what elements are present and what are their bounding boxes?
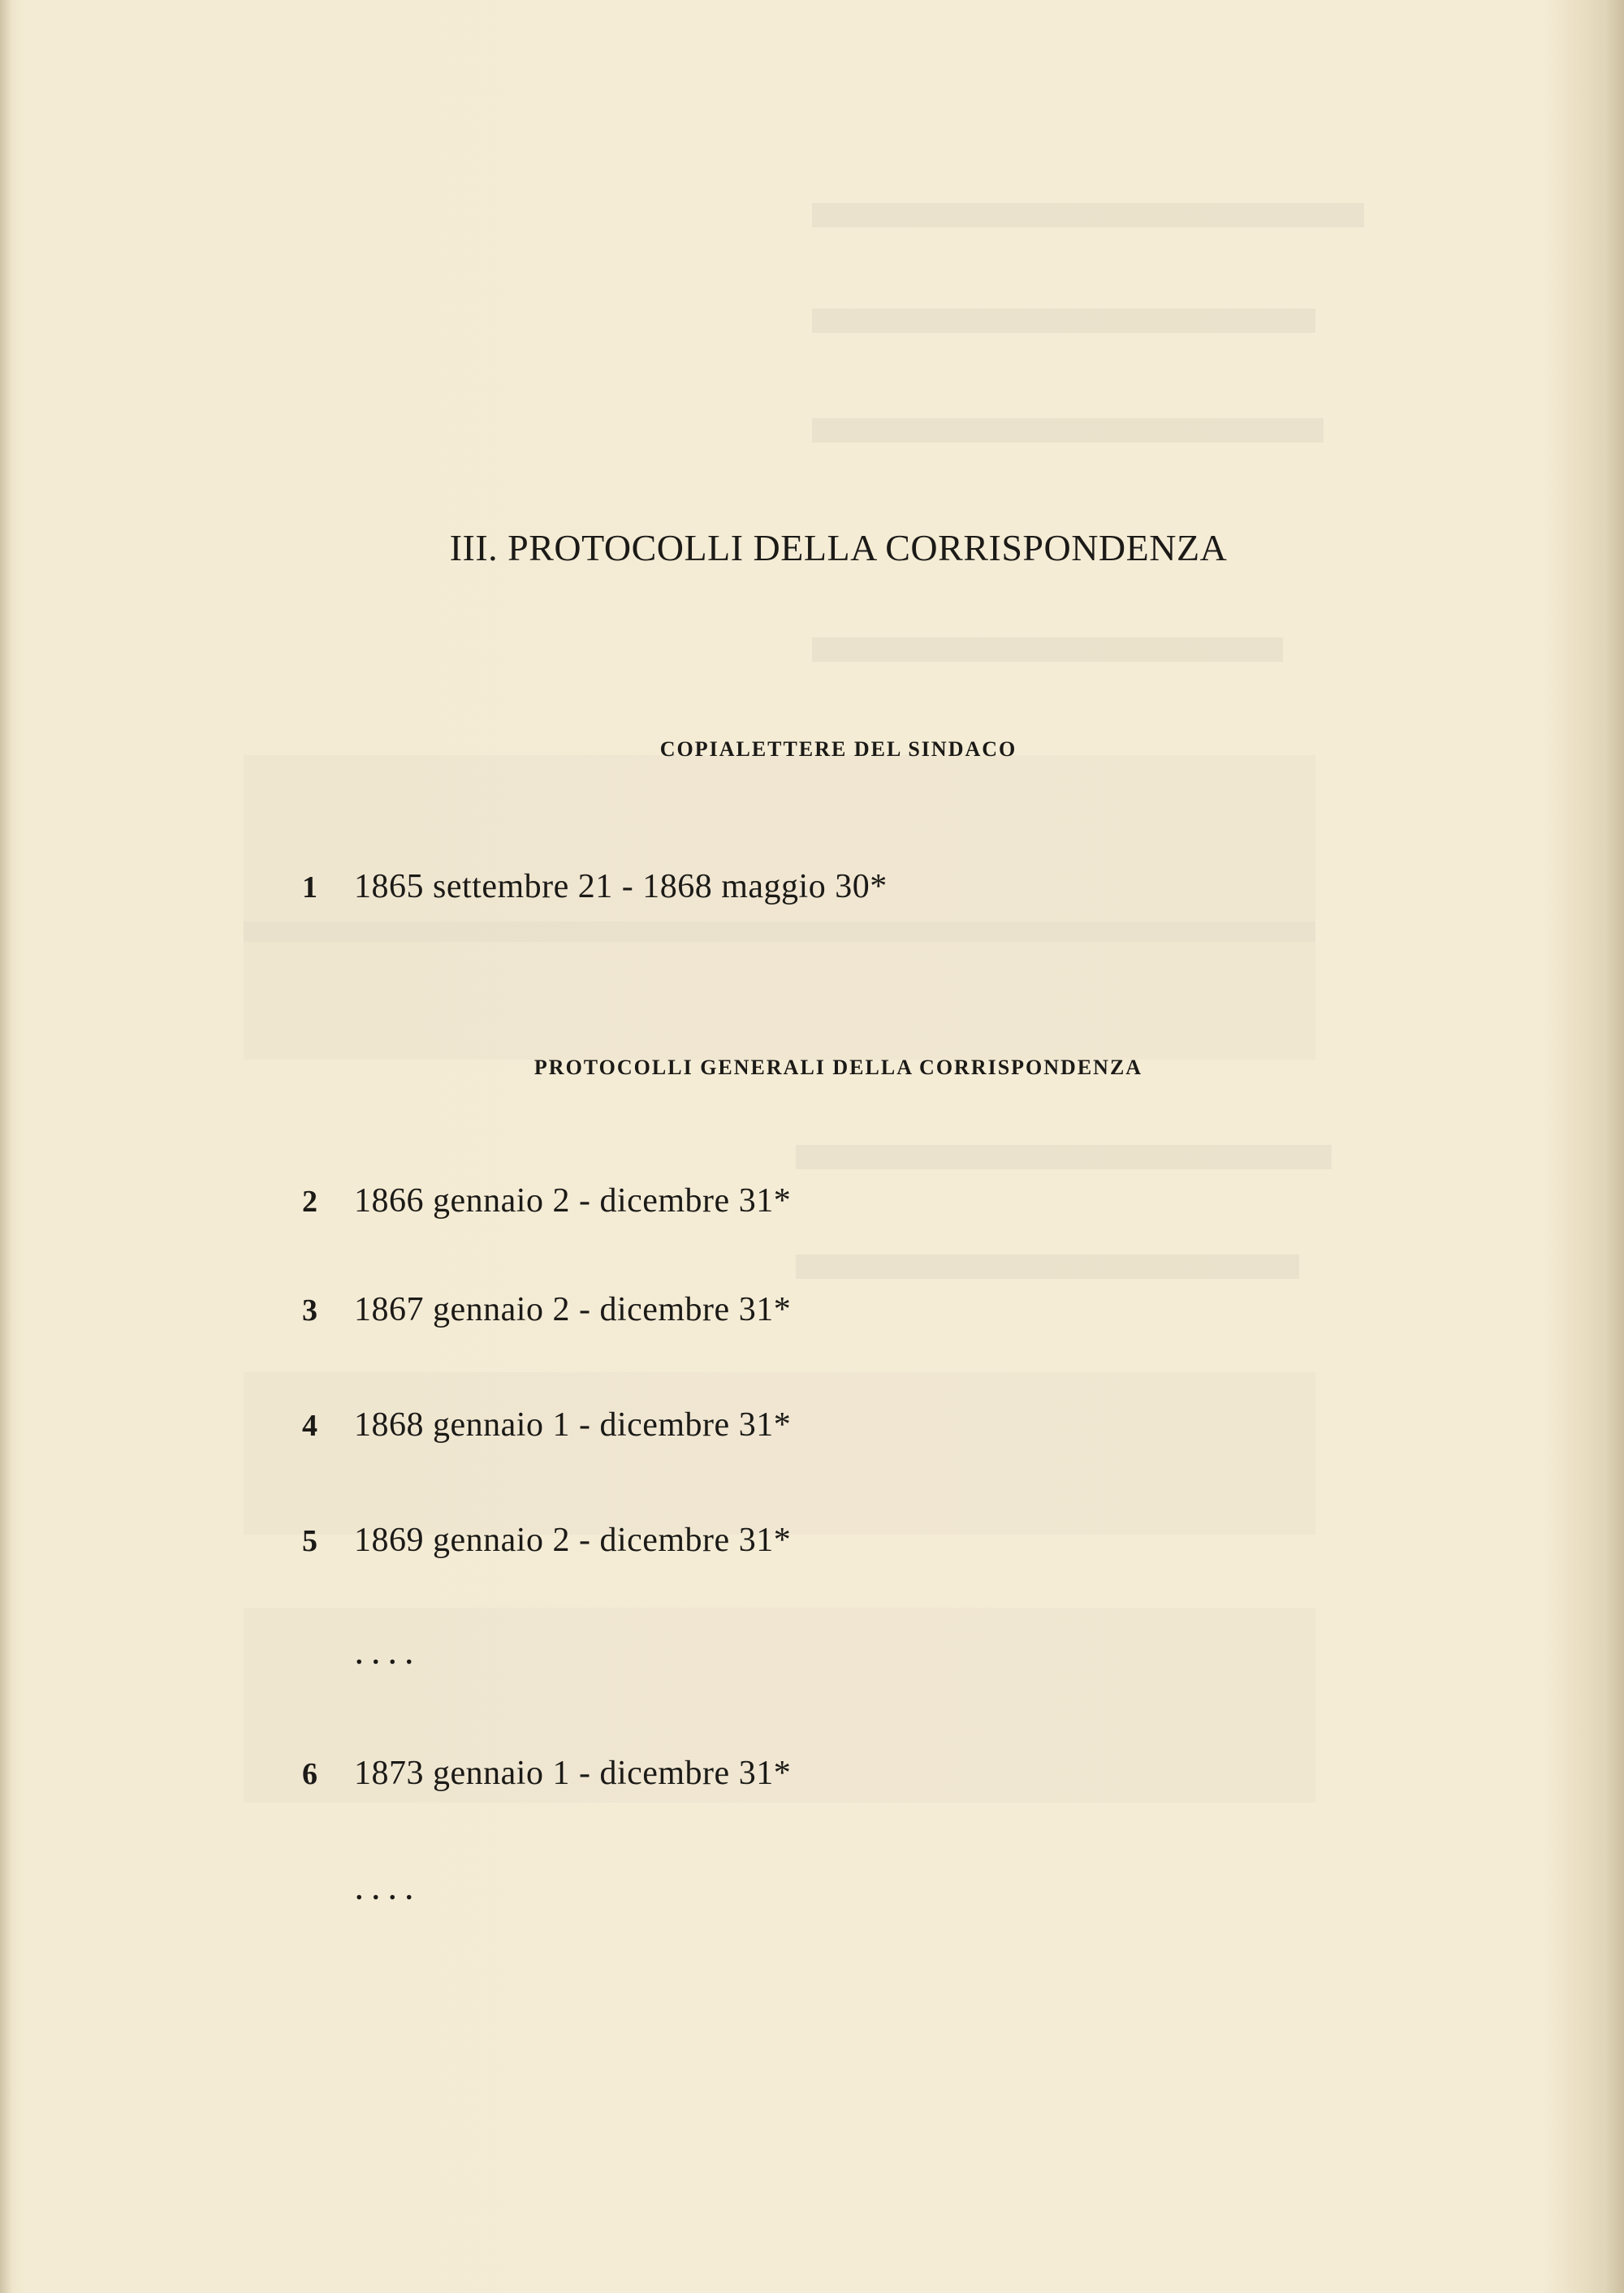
entry-date-range: 1866 gennaio 2 - dicembre 31* — [354, 1182, 792, 1220]
list-item — [302, 1754, 791, 1793]
list-item — [302, 1521, 791, 1560]
show-through-block — [244, 922, 1315, 1060]
show-through-line — [796, 1254, 1299, 1279]
list-item — [302, 867, 888, 906]
section-heading-protocolli-generali: PROTOCOLLI GENERALI DELLA CORRISPONDENZA — [533, 1056, 1143, 1079]
entry-number: 6 — [302, 1757, 317, 1791]
entry-date-range: 1865 settembre 21 - 1868 maggio 30* — [354, 868, 888, 905]
show-through-block — [244, 1372, 1315, 1535]
show-through-block — [244, 755, 1315, 942]
list-item — [302, 1181, 791, 1220]
entry-date-range: 1873 gennaio 1 - dicembre 31* — [354, 1755, 792, 1792]
list-item — [302, 1406, 791, 1444]
entry-number: 5 — [302, 1524, 317, 1558]
page-left-edge — [0, 0, 11, 2293]
show-through-line — [812, 203, 1364, 227]
show-through-line — [796, 1145, 1332, 1169]
chapter-title: III. PROTOCOLLI DELLA CORRISPONDENZA — [449, 527, 1228, 568]
entry-number: 3 — [302, 1293, 317, 1328]
entry-date-range: 1867 gennaio 2 - dicembre 31* — [354, 1291, 792, 1328]
entry-number: 2 — [302, 1185, 317, 1219]
entry-date-range: 1869 gennaio 2 - dicembre 31* — [354, 1522, 792, 1559]
entry-number: 4 — [302, 1409, 317, 1443]
show-through-line — [812, 418, 1324, 443]
entry-number: 1 — [302, 870, 317, 905]
page-right-edge — [1603, 0, 1624, 2293]
show-through-line — [812, 309, 1315, 333]
list-item — [302, 1290, 791, 1329]
show-through-line — [812, 637, 1283, 662]
omission-ellipsis: .... — [356, 1640, 422, 1670]
section-heading-copialettere: COPIALETTERE DEL SINDACO — [659, 737, 1017, 761]
entry-date-range: 1868 gennaio 1 - dicembre 31* — [354, 1406, 792, 1444]
omission-ellipsis: .... — [356, 1876, 422, 1906]
